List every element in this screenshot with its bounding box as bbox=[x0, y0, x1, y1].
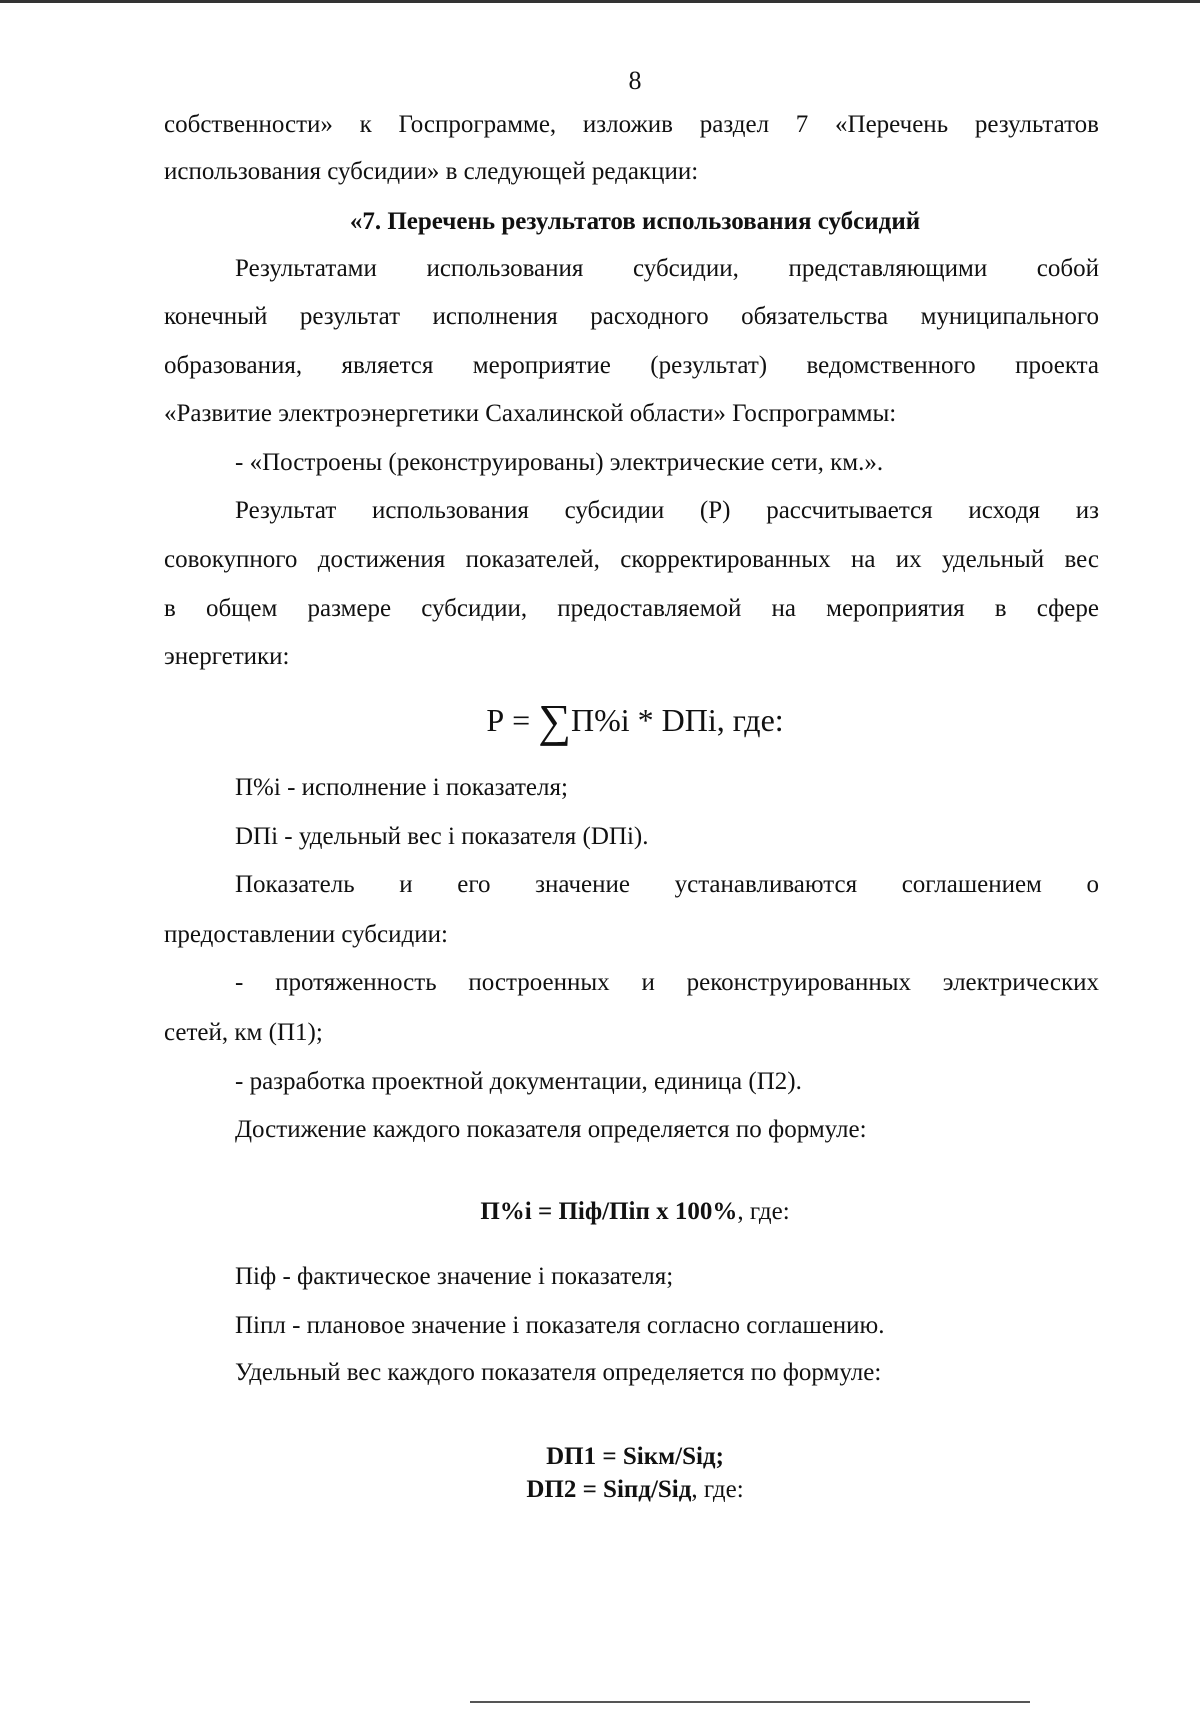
weight-text: Удельный вес каждого показателя определяется по формуле: bbox=[235, 1359, 882, 1386]
para1-line-2: конечный результат исполнения расходного обязательства муниципального bbox=[164, 303, 1099, 330]
para2-line-3: в общем размере субсидии, предоставляемой на мероприятия в сфере bbox=[164, 595, 1099, 622]
formula-weight-2-rest: , где: bbox=[691, 1476, 744, 1503]
formula-achievement-rest: , где: bbox=[737, 1198, 790, 1225]
para2-line-4: энергетики: bbox=[164, 643, 290, 670]
page-number: 8 bbox=[628, 66, 642, 95]
bottom-rule bbox=[470, 1701, 1030, 1703]
formula-weight-1: DП1 = Siкм/Siд; bbox=[546, 1443, 724, 1470]
formula-weight-2 bbox=[0, 1475, 1200, 1505]
formula-weight-2-main: DП2 = Siпд/Siд bbox=[526, 1476, 692, 1503]
intro-line-1: собственности» к Госпрограмме, изложив раздел 7 «Перечень результатов bbox=[164, 111, 1099, 138]
section-heading: «7. Перечень результатов использования субсидий bbox=[349, 208, 921, 235]
definition-plan: Піпл - плановое значение i показателя согласно соглашению. bbox=[235, 1312, 885, 1339]
para2-line-1: Результат использования субсидии (Р) рассчитывается исходя из bbox=[235, 497, 1099, 524]
definition-p-percent: П%i - исполнение i показателя; bbox=[235, 774, 568, 801]
sigma-symbol: ∑ bbox=[538, 695, 571, 746]
top-rule bbox=[0, 0, 1200, 3]
formula-result-left: Р = bbox=[486, 702, 539, 738]
formula-result bbox=[0, 695, 1200, 746]
indicator2: - разработка проектной документации, единица (П2). bbox=[235, 1068, 802, 1095]
intro-line-2: использования субсидии» в следующей редакции: bbox=[164, 158, 699, 185]
formula-result-right: П%i * DПi, где: bbox=[570, 702, 784, 738]
formula-achievement-main: П%i = Піф/Піп х 100% bbox=[480, 1198, 738, 1225]
para1-line-4: «Развитие электроэнергетики Сахалинской области» Госпрограммы: bbox=[164, 400, 897, 427]
definition-fact: Піф - фактическое значение i показателя; bbox=[235, 1263, 674, 1290]
para3-line-1: Показатель и его значение устанавливаются соглашением о bbox=[235, 871, 1099, 898]
formula-achievement bbox=[0, 1197, 1200, 1227]
achievement-text: Достижение каждого показателя определяется по формуле: bbox=[235, 1116, 867, 1143]
para3-line-2: предоставлении субсидии: bbox=[164, 921, 448, 948]
item-built-networks: - «Построены (реконструированы) электрические сети, км.». bbox=[235, 449, 884, 476]
para1-line-1: Результатами использования субсидии, представляющими собой bbox=[235, 255, 1099, 282]
indicator1-line-1: - протяженность построенных и реконструированных электрических bbox=[235, 969, 1099, 996]
definition-dp: DПi - удельный вес i показателя (DПi). bbox=[235, 823, 649, 850]
para2-line-2: совокупного достижения показателей, скорректированных на их удельный вес bbox=[164, 546, 1099, 573]
indicator1-line-2: сетей, км (П1); bbox=[164, 1019, 323, 1046]
para1-line-3: образования, является мероприятие (результат) ведомственного проекта bbox=[164, 352, 1099, 379]
